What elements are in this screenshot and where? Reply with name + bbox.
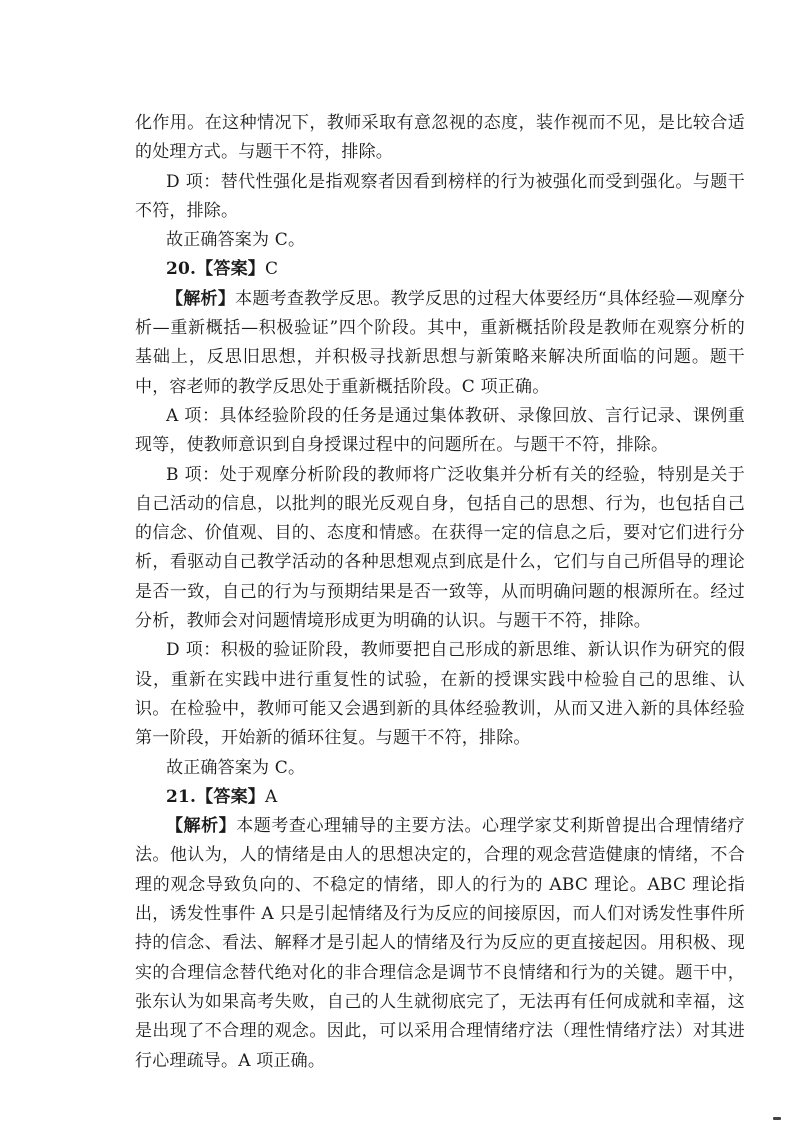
paragraph-text: A 项：具体经验阶段的任务是通过集体教研、录像回放、言行记录、课例重现等，使教师意识到自身授课过程中的问题所在。与题干不符，排除。 [135,405,745,456]
paragraph-text: D 项：替代性强化是指观察者因看到榜样的行为被强化而受到强化。与题干不符，排除。 [135,171,745,221]
paragraph-text: 故正确答案为 C。 [166,230,306,251]
paragraph-answer-summary [135,226,745,255]
paragraph-text: 化作用。在这种情况下，教师采取有意忽视的态度，装作视而不见，是比较合适的处理方式。与题干不符，排除。 [135,113,745,163]
answer-label: 21.【答案】 [166,786,265,807]
paragraph-option-d [135,168,745,227]
question-20-analysis [135,285,745,402]
paragraph-answer-summary [135,754,745,783]
answer-value: A [264,786,278,807]
paragraph-option-d [135,636,745,753]
paragraph-text: 故正确答案为 C。 [166,757,306,778]
paragraph-text: 本题考查教学反思。教学反思的过程大体要经历“具体经验—观摩分析—重新概括—积极验证”四个阶段。其中，重新概括阶段是教师在观察分析的基础上，反思旧思想，并积极寻找新思想与新策略来解决所面临的问题。题干中，容老师的教学反思处于重新概括阶段。C 项正确。 [135,288,745,397]
page-body [135,109,745,1076]
scan-mark [773,1117,781,1120]
question-21-answer [135,783,745,812]
paragraph-option-a [135,402,745,461]
paragraph-text: B 项：处于观摩分析阶段的教师将广泛收集并分析有关的经验，特别是关于自己活动的信息，以批判的眼光反观自身，包括自己的思想、行为，也包括自己的信念、价值观、目的、态度和情感。在获得一定的信息之后，要对它们进行分析，看驱动自己教学活动的各种思想观点到底是什么，它们与自己所倡导的理论是否一致，自己的行为与预期结果是否一致等，从而明确问题的根源所在。经过分析，教师会对问题情境形成更为明确的认识。与题干不符，排除。 [135,464,745,632]
question-21-analysis [135,812,745,1076]
question-20-answer [135,255,745,284]
analysis-label: 【解析】 [166,816,237,837]
analysis-label: 【解析】 [166,288,236,309]
paragraph-text: 本题考查心理辅导的主要方法。心理学家艾利斯曾提出合理情绪疗法。他认为，人的情绪是由人的思想决定的，合理的观念营造健康的情绪，不合理的观念导致负向的、不稳定的情绪，即人的行为的 ABC 理论。ABC 理论指出，诱发性事件 A 只是引起情绪及行为反应的间接原因，而人们对诱发性事件所持的信念、看法、解释才是引起人的情绪及行为反应的更直接起因。用积极、现实的合理信念替代绝对化的非合理信念是调节不良情绪和行为的关键。题干中，张东认为如果高考失败，自己的人生就彻底完了，无法再有任何成就和幸福，这是出现了不合理的观念。因此，可以采用合理情绪疗法（理性情绪疗法）对其进行心理疏导。A 项正确。 [135,816,745,1071]
paragraph-text: D 项：积极的验证阶段，教师要把自己形成的新思维、新认识作为研究的假设，重新在实践中进行重复性的试验，在新的授课实践中检验自己的思维、认识。在检验中，教师可能又会遇到新的具体经验教训，从而又进入新的具体经验第一阶段，开始新的循环往复。与题干不符，排除。 [135,640,745,749]
paragraph-option-b [135,461,745,637]
paragraph-continuation [135,109,745,168]
answer-label: 20.【答案】 [166,259,265,280]
answer-value: C [264,259,279,280]
